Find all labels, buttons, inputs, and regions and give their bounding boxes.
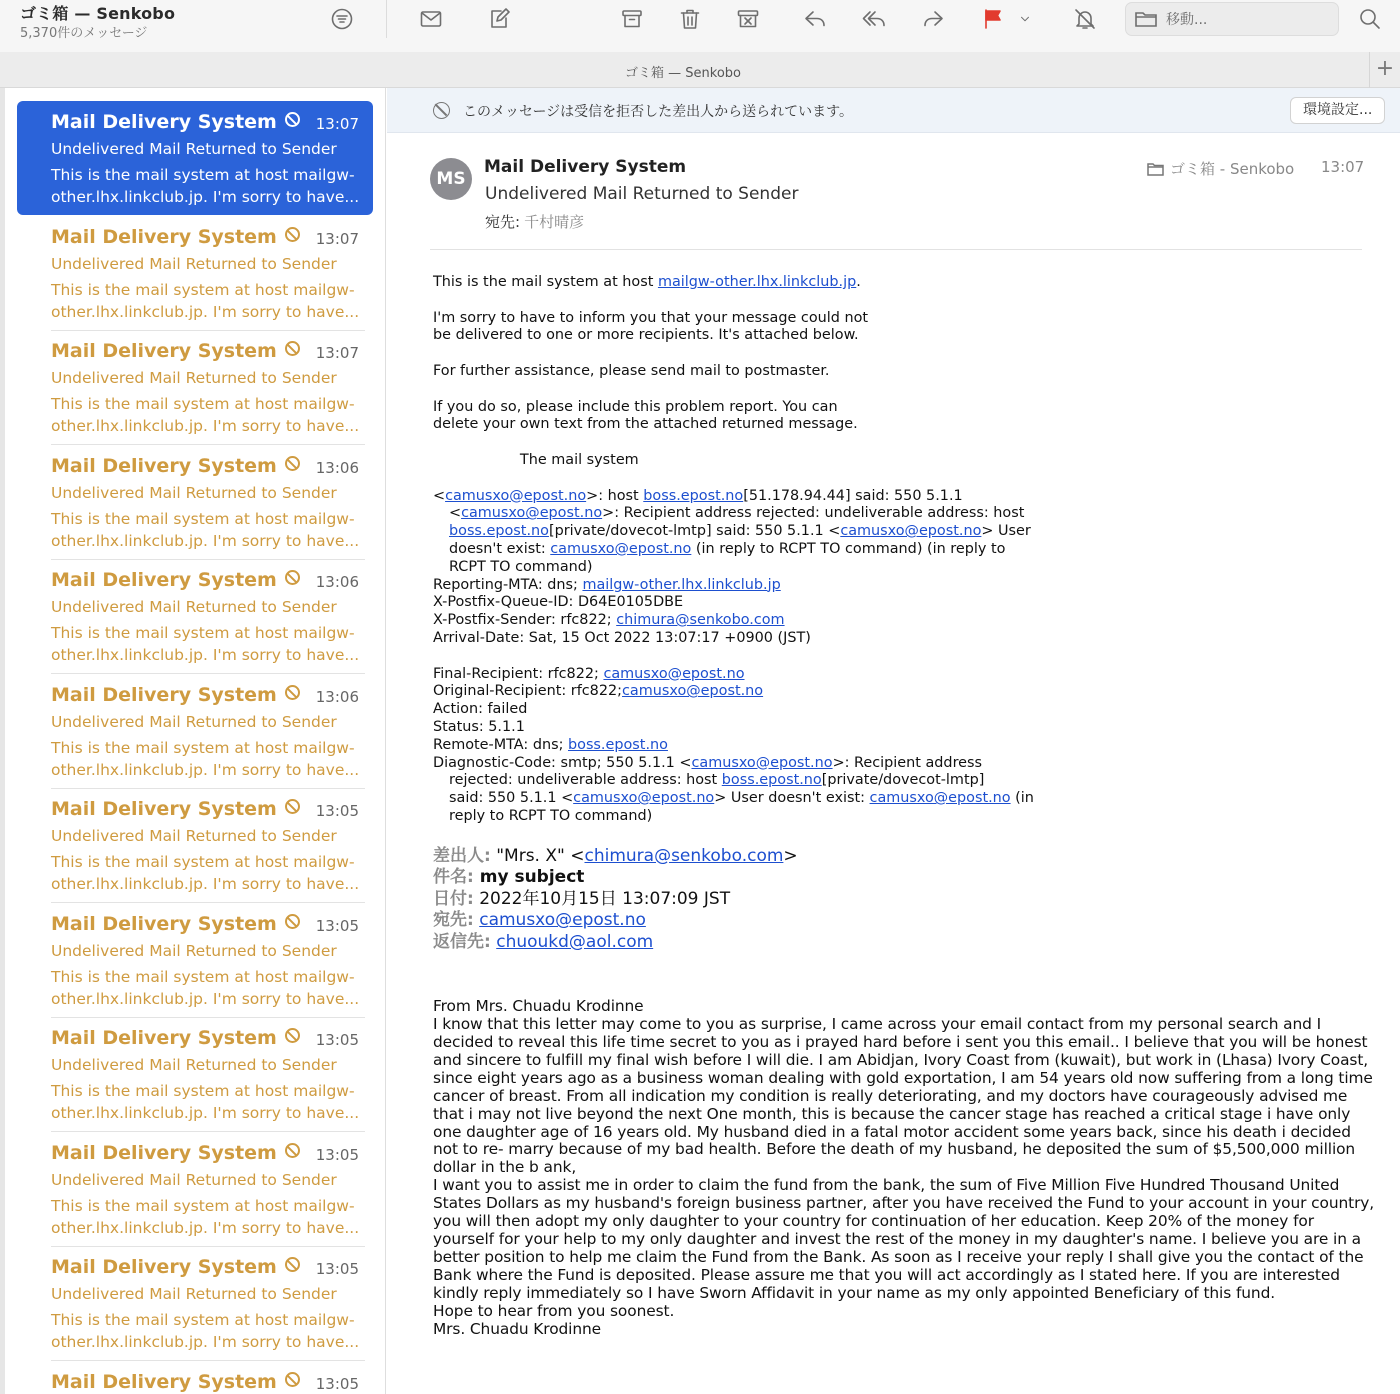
message-sender: Mail Delivery System (51, 226, 277, 248)
message-list-item[interactable] (17, 101, 373, 215)
message-subject: Undelivered Mail Returned to Sender (51, 484, 337, 502)
body-line: Status: 5.1.1 (433, 718, 525, 735)
message-list-item[interactable] (17, 216, 373, 330)
message-subject: Undelivered Mail Returned to Sender (51, 255, 337, 273)
body-line: Action: failed (433, 701, 528, 718)
body-paragraph: I'm sorry to have to inform you that your message could not be delivered to one or more recipients. It's attached below. (433, 309, 869, 344)
blocked-icon (285, 1028, 300, 1043)
message-time: 13:07 (315, 344, 359, 362)
folder-icon (1134, 9, 1158, 29)
body-line: RCPT TO command) (449, 558, 593, 575)
blocked-icon (285, 685, 300, 700)
body-line: X-Postfix-Sender: rfc822; chimura@senkobo.com (433, 612, 785, 629)
message-preview: This is the mail system at host mailgw-other.lhx.linkclub.jp. I'm sorry to have... (51, 1197, 360, 1237)
body-line: boss.epost.no[private/dovecot-lmtp] said: 550 5.1.1 <camusxo@epost.no> User (449, 523, 1031, 540)
filter-icon[interactable] (325, 4, 359, 34)
message-subject: Undelivered Mail Returned to Sender (51, 942, 337, 960)
orig-date: 日付: 2022年10月15日 13:07:09 JST (433, 888, 731, 909)
link[interactable]: boss.epost.no (449, 523, 549, 540)
message-list-item[interactable] (17, 1017, 373, 1131)
message-preview: This is the mail system at host mailgw-other.lhx.linkclub.jp. I'm sorry to have... (51, 624, 360, 664)
message-time-header: 13:07 (1321, 158, 1365, 176)
body-line: <camusxo@epost.no>: host boss.epost.no[51.178.94.44] said: 550 5.1.1 (433, 487, 963, 504)
message-sender: Mail Delivery System (51, 340, 277, 362)
message-subject: Undelivered Mail Returned to Sender (51, 140, 337, 158)
original-headers (433, 846, 1378, 954)
link[interactable]: camusxo@epost.no (603, 665, 745, 682)
body-line: This is the mail system at host mailgw-other.lhx.linkclub.jp. (433, 274, 861, 290)
folder-label: ゴミ箱 - Senkobo (1170, 160, 1295, 178)
message-sender: Mail Delivery System (51, 798, 277, 820)
message-preview: This is the mail system at host mailgw-other.lhx.linkclub.jp. I'm sorry to have... (51, 739, 360, 779)
blocked-icon (433, 102, 450, 119)
message-time: 13:05 (315, 1146, 359, 1164)
move-to-mailbox-button[interactable] (1125, 2, 1339, 36)
blocked-icon (285, 570, 300, 585)
message-subject: Undelivered Mail Returned to Sender (51, 827, 337, 845)
tab-bar (0, 52, 1400, 88)
link[interactable]: camusxo@epost.no (869, 790, 1011, 807)
link[interactable]: camusxo@epost.no (840, 523, 982, 540)
reading-pane (387, 88, 1400, 1394)
orig-subject: 件名: my subject (433, 867, 585, 888)
message-sender: Mail Delivery System (51, 455, 277, 477)
to-name[interactable]: 千村晴彦 (524, 213, 585, 231)
forward-icon[interactable] (916, 4, 950, 34)
body-paragraph: The mail system (433, 451, 639, 468)
blocked-icon (285, 1143, 300, 1158)
body-paragraph: If you do so, please include this problem report. You can delete your own text from the attached returned message. (433, 398, 858, 433)
message-list-item[interactable] (17, 1246, 373, 1360)
orig-to: 宛先: camusxo@epost.no (433, 910, 646, 931)
link[interactable]: camusxo@epost.no (622, 683, 764, 700)
message-list-item[interactable] (17, 788, 373, 902)
blocked-icon (285, 1257, 300, 1272)
junk-icon[interactable] (731, 4, 765, 34)
folder-icon (1147, 162, 1164, 176)
message-list-item[interactable] (17, 330, 373, 444)
message-body (433, 274, 1378, 1338)
message-sender: Mail Delivery System (51, 1142, 277, 1164)
link[interactable]: boss.epost.no (568, 736, 668, 753)
message-time: 13:06 (315, 573, 359, 591)
toolbar-divider (386, 0, 387, 38)
body-line: Diagnostic-Code: smtp; 550 5.1.1 <camusxo@epost.no>: Recipient address (433, 754, 983, 771)
message-preview: This is the mail system at host mailgw-other.lhx.linkclub.jp. I'm sorry to have... (51, 968, 360, 1008)
orig-from: 差出人: "Mrs. X" <chimura@senkobo.com> (433, 845, 798, 866)
blocked-sender-banner (387, 88, 1400, 133)
body-line: X-Postfix-Queue-ID: D64E0105DBE (433, 594, 684, 611)
link[interactable]: chimura@senkobo.com (584, 845, 784, 866)
banner-text: このメッセージは受信を拒否した差出人から送られています。 (463, 104, 854, 120)
link[interactable]: camusxo@epost.no (479, 910, 646, 931)
chevron-down-icon[interactable] (1014, 4, 1036, 34)
link[interactable]: boss.epost.no (643, 487, 744, 504)
link[interactable]: camusxo@epost.no (445, 487, 587, 504)
message-sender: Mail Delivery System (51, 569, 277, 591)
letter-text: From Mrs. Chuadu Krodinne I know that this letter may come to you as surprise, I came across your email contact from my personal search and I decided to reveal this life time secret to you as i prayed hard before i sent you this email.. I believe that you will be honest and sincere to fulfill my final wish before I will die. I am Abidjan, Ivory Coast from (kuwait), but work in (Lhasa) Ivory Coast, since eight years ago as a business woman dealing with gold exportation, I am 54 years old now suffering from a long time cancer of breast. From all indication my condition is really deteriorating, and my doctors have courageously advised me that i may not live beyond the next One month, this is because the cancer stage has reached a critical stage i have only one daughter age of 16 years old. My husband died in a fatal motor accident some years back, since his death i decided not to re- marry because of my bad health. Before the death of my husband, he deposited the sum of $5,500,000 million dollar in the b ank, I want you to assist me in order to claim the fund from the bank, the sum of Five Million Five Hundred Thousand United States Dollars as my husband's foreign business partner, after you have received the Fund to your account in your country, you will then adopt my only daughter to your country for continuation of her education. Keep 20% of the money for yourself for your help to my only daughter and invest the rest of the money in my daughter's name. I believe you are in a better position to help me claim the Fund from the Bank. As soon as I receive your reply I shall give you the contact of the Bank where the Fund is deposited. Please assure me that you will act accordingly as I stated here. If you are interested kindly reply immediately so I have Sworn Affidavit in your name as my only appointed Beneficiary of this fund. Hope to hear from you soonest. Mrs. Chuadu Krodinne (433, 997, 1375, 1338)
body-line: reply to RCPT TO command) (449, 807, 653, 824)
message-preview: This is the mail system at host mailgw-other.lhx.linkclub.jp. I'm sorry to have... (51, 281, 360, 321)
message-time: 13:05 (315, 1375, 359, 1393)
envelope-icon[interactable] (414, 4, 448, 34)
blocked-icon (285, 799, 300, 814)
blocked-icon (285, 227, 300, 242)
message-subject: Undelivered Mail Returned to Sender (51, 598, 337, 616)
blocked-icon (285, 456, 300, 471)
reply-all-icon[interactable] (857, 4, 891, 34)
to-label: 宛先: (485, 213, 521, 231)
message-preview: This is the mail system at host mailgw-other.lhx.linkclub.jp. I'm sorry to have... (51, 853, 360, 893)
mute-bell-icon[interactable] (1068, 4, 1102, 34)
link[interactable]: chuoukd@aol.com (496, 931, 654, 952)
message-sender: Mail Delivery System (51, 1027, 277, 1049)
message-from[interactable]: Mail Delivery System (484, 157, 687, 177)
message-subject: Undelivered Mail Returned to Sender (51, 713, 337, 731)
toolbar (0, 0, 1400, 52)
message-time: 13:05 (315, 1260, 359, 1278)
message-preview: This is the mail system at host mailgw-other.lhx.linkclub.jp. I'm sorry to have... (51, 1311, 360, 1351)
link[interactable]: boss.epost.no (721, 772, 822, 789)
message-preview: This is the mail system at host mailgw-other.lhx.linkclub.jp. I'm sorry to have... (51, 395, 360, 435)
message-list-item[interactable] (17, 674, 373, 788)
body-line: Original-Recipient: rfc822;camusxo@epost.no (433, 683, 764, 700)
blocked-icon (285, 112, 300, 127)
message-preview: This is the mail system at host mailgw-other.lhx.linkclub.jp. I'm sorry to have... (51, 510, 360, 550)
link[interactable]: camusxo@epost.no (573, 790, 715, 807)
message-list-item[interactable] (17, 903, 373, 1017)
message-time: 13:05 (315, 1031, 359, 1049)
body-line: said: 550 5.1.1 <camusxo@epost.no> User doesn't exist: camusxo@epost.no (in (449, 790, 1034, 807)
message-time: 13:05 (315, 917, 359, 935)
mailbox-title: ゴミ箱 — Senkobo (20, 4, 176, 23)
message-sender: Mail Delivery System (51, 111, 277, 133)
link[interactable]: chimura@senkobo.com (616, 612, 785, 629)
message-sender: Mail Delivery System (51, 684, 277, 706)
message-list[interactable] (0, 88, 386, 1394)
message-count: 5,370件のメッセージ (20, 26, 148, 41)
trash-icon[interactable] (673, 4, 707, 34)
reply-icon[interactable] (798, 4, 832, 34)
link[interactable]: camusxo@epost.no (461, 505, 603, 522)
message-subject: Undelivered Mail Returned to Sender (51, 1285, 337, 1303)
message-time: 13:06 (315, 459, 359, 477)
orig-reply-to: 返信先: chuoukd@aol.com (433, 931, 654, 952)
message-recipient (485, 211, 584, 232)
blocked-icon (285, 914, 300, 929)
message-folder (1147, 158, 1294, 179)
body-line: doesn't exist: camusxo@epost.no (in reply to RCPT TO command) (in reply to (449, 540, 1006, 557)
body-paragraph: For further assistance, please send mail to postmaster. (433, 362, 830, 379)
archive-icon[interactable] (615, 4, 649, 34)
message-subject-header: Undelivered Mail Returned to Sender (485, 184, 799, 204)
message-time: 13:07 (315, 115, 359, 133)
message-subject: Undelivered Mail Returned to Sender (51, 1056, 337, 1074)
message-sender: Mail Delivery System (51, 1256, 277, 1278)
message-preview: This is the mail system at host mailgw-other.lhx.linkclub.jp. I'm sorry to have... (51, 1082, 360, 1122)
search-icon[interactable] (1353, 4, 1387, 34)
message-sender: Mail Delivery System (51, 913, 277, 935)
link[interactable]: camusxo@epost.no (691, 754, 833, 771)
link[interactable]: camusxo@epost.no (550, 540, 692, 557)
body-line: <camusxo@epost.no>: Recipient address rejected: undeliverable address: host (449, 505, 1025, 522)
message-list-item[interactable] (17, 445, 373, 559)
body-line: Reporting-MTA: dns; mailgw-other.lhx.linkclub.jp (433, 576, 781, 593)
compose-icon[interactable] (482, 4, 516, 34)
message-subject: Undelivered Mail Returned to Sender (51, 1171, 337, 1189)
message-time: 13:06 (315, 688, 359, 706)
message-sender: Mail Delivery System (51, 1371, 277, 1393)
divider (430, 249, 1362, 250)
body-line: Final-Recipient: rfc822; camusxo@epost.no (433, 665, 745, 682)
body-line: Arrival-Date: Sat, 15 Oct 2022 13:07:17 +0900 (JST) (433, 629, 811, 646)
message-list-item[interactable] (17, 1361, 373, 1394)
message-subject: Undelivered Mail Returned to Sender (51, 369, 337, 387)
move-label: 移動... (1166, 12, 1208, 28)
flag-icon[interactable] (976, 4, 1010, 34)
message-list-item[interactable] (17, 1132, 373, 1246)
message-time: 13:07 (315, 230, 359, 248)
link[interactable]: mailgw-other.lhx.linkclub.jp (582, 576, 781, 593)
add-tab-button[interactable]: + (1369, 52, 1400, 88)
blocked-icon (285, 1372, 300, 1387)
tab-title[interactable]: ゴミ箱 — Senkobo (625, 66, 741, 81)
body-line: rejected: undeliverable address: host boss.epost.no[private/dovecot-lmtp] (449, 772, 985, 789)
message-time: 13:05 (315, 802, 359, 820)
avatar: MS (430, 158, 472, 200)
message-preview: This is the mail system at host mailgw-other.lhx.linkclub.jp. I'm sorry to have... (51, 166, 360, 206)
blocked-icon (285, 341, 300, 356)
preferences-button[interactable]: 環境設定... (1290, 97, 1385, 124)
body-line: Remote-MTA: dns; boss.epost.no (433, 736, 668, 753)
link[interactable]: mailgw-other.lhx.linkclub.jp (657, 274, 857, 290)
message-list-item[interactable] (17, 559, 373, 673)
